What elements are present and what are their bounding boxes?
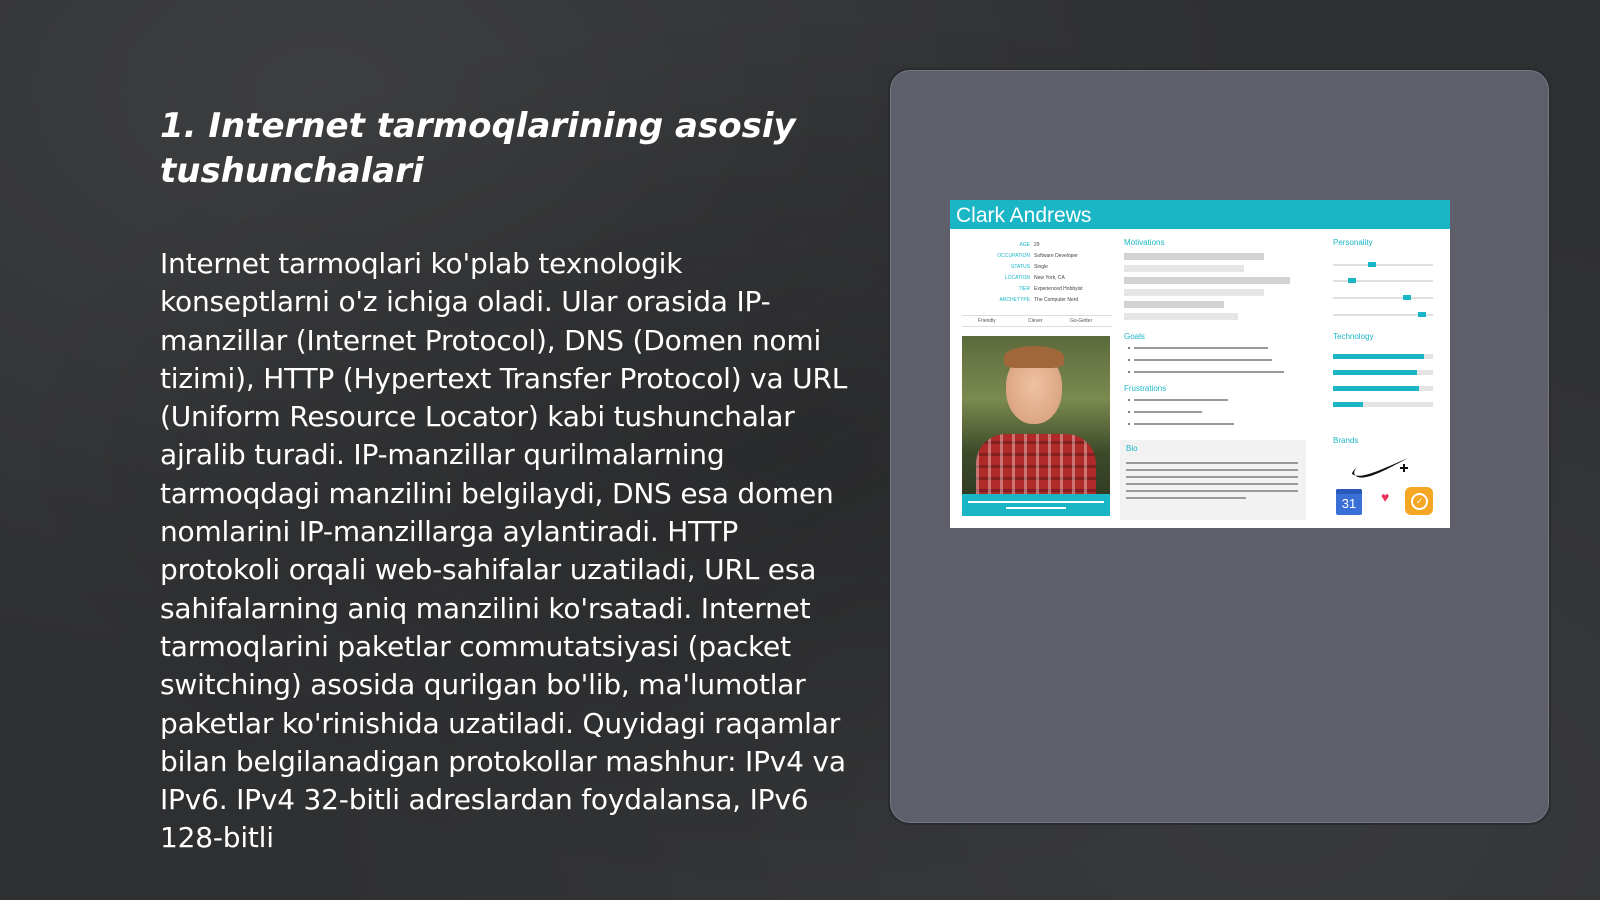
motivation-bar	[1124, 301, 1224, 308]
motivations-heading: Motivations	[1124, 238, 1165, 247]
frustration-text-line	[1134, 399, 1228, 401]
persona-photo	[962, 336, 1110, 516]
personality-slider	[1333, 297, 1433, 299]
persona-header	[950, 200, 1450, 229]
persona-tabs	[962, 315, 1112, 327]
personality-knob	[1368, 262, 1376, 267]
bio-text-line	[1126, 483, 1298, 485]
technology-heading: Technology	[1333, 332, 1374, 341]
bullet	[1128, 371, 1130, 373]
persona-card-image	[950, 200, 1450, 528]
technology-bar	[1333, 402, 1363, 407]
quote-text-line	[968, 501, 1104, 503]
calendar-header	[1336, 489, 1362, 494]
bio-text-line	[1126, 462, 1298, 464]
info-label: AGE	[1019, 242, 1030, 248]
bio-heading: Bio	[1126, 444, 1138, 453]
clock-face: ✓	[1411, 493, 1428, 510]
info-label: STATUS	[1011, 264, 1030, 270]
motivation-bar	[1124, 277, 1290, 284]
bio-text-line	[1126, 497, 1246, 499]
quote-text-line	[1006, 507, 1066, 509]
frustrations-heading: Frustrations	[1124, 384, 1167, 393]
bullet	[1128, 399, 1130, 401]
frustration-text-line	[1134, 423, 1234, 425]
personality-knob	[1418, 312, 1426, 317]
bio-box	[1120, 440, 1306, 520]
info-value: 29	[1034, 242, 1040, 248]
bullet	[1128, 411, 1130, 413]
calendar-day: 31	[1341, 496, 1357, 511]
goal-text-line	[1134, 371, 1284, 373]
persona-tab: Clever	[1028, 318, 1043, 324]
info-value: Experienced Hobbyist	[1034, 286, 1083, 292]
personality-heading: Personality	[1333, 238, 1373, 247]
hair-shape	[1004, 346, 1064, 368]
goal-text-line	[1134, 347, 1268, 349]
info-value: Software Developer	[1034, 253, 1078, 259]
motivation-bar	[1124, 265, 1244, 272]
slide-body-text: Internet tarmoqlari ko'plab texnologik konseptlarni o'z ichiga oladi. Ular orasida IP-manzillar (Internet Protocol), DNS (Domen nomi tizimi), HTTP (Hypertext Transfer Protocol) va URL (Uniform Resource Locator) kabi tushunchalar ajralib turadi. IP-manzillar qurilmalarning tarmoqdagi manzilini belgilaydi, DNS esa domen nomlarini IP-manzillarga aylantiradi. HTTP protokoli orqali web-sahifalar uzatiladi, URL esa sahifalarning aniq manzilini ko'rsatadi. Internet tarmoqlarini paketlar commutatsiyasi (packet switching) asosida qurilgan bo'lib, ma'lumotlar paketlar ko'rinishida uzatiladi. Quyidagi raqamlar bilan belgilanadigan protokollar mashhur: IPv4 va IPv6. IPv4 32-bitli adreslardan foydalansa, IPv6 128-bitli	[160, 247, 848, 855]
persona-tab: Friendly	[978, 318, 996, 324]
info-label: OCCUPATION	[997, 253, 1030, 259]
bio-text-line	[1126, 476, 1298, 478]
quote-bar	[962, 494, 1110, 516]
personality-knob	[1403, 295, 1411, 300]
bullet	[1128, 423, 1130, 425]
info-value: The Computer Nerd	[1034, 297, 1079, 303]
persona-name: Clark Andrews	[956, 204, 1092, 227]
info-label: TIER	[1018, 286, 1030, 292]
personality-knob	[1348, 278, 1356, 283]
bio-text-line	[1126, 469, 1298, 471]
clock-app-icon	[1405, 487, 1433, 515]
calendar-app-icon	[1336, 489, 1362, 515]
technology-bar	[1333, 386, 1419, 391]
brands-heading: Brands	[1333, 436, 1359, 445]
goal-text-line	[1134, 359, 1272, 361]
motivation-bar	[1124, 313, 1238, 320]
health-heart-icon: ♥	[1381, 489, 1390, 505]
slide-title: 1. Internet tarmoqlarining asosiy tushunchalari	[160, 106, 796, 191]
goals-heading: Goals	[1124, 332, 1145, 341]
technology-bar	[1333, 354, 1424, 359]
personality-slider	[1333, 264, 1433, 266]
info-value: New York, CA	[1034, 275, 1065, 281]
bio-text-line	[1126, 490, 1298, 492]
technology-bar	[1333, 370, 1417, 375]
info-value: Single	[1034, 264, 1048, 270]
motivation-bar	[1124, 289, 1264, 296]
info-label: ARCHETYPE	[999, 297, 1030, 303]
nike-logo-icon	[1350, 454, 1410, 480]
frustration-text-line	[1134, 411, 1202, 413]
persona-tab: Go-Getter	[1070, 318, 1093, 324]
info-label: LOCATION	[1004, 275, 1030, 281]
bullet	[1128, 359, 1130, 361]
motivation-bar	[1124, 253, 1264, 260]
bullet	[1128, 347, 1130, 349]
